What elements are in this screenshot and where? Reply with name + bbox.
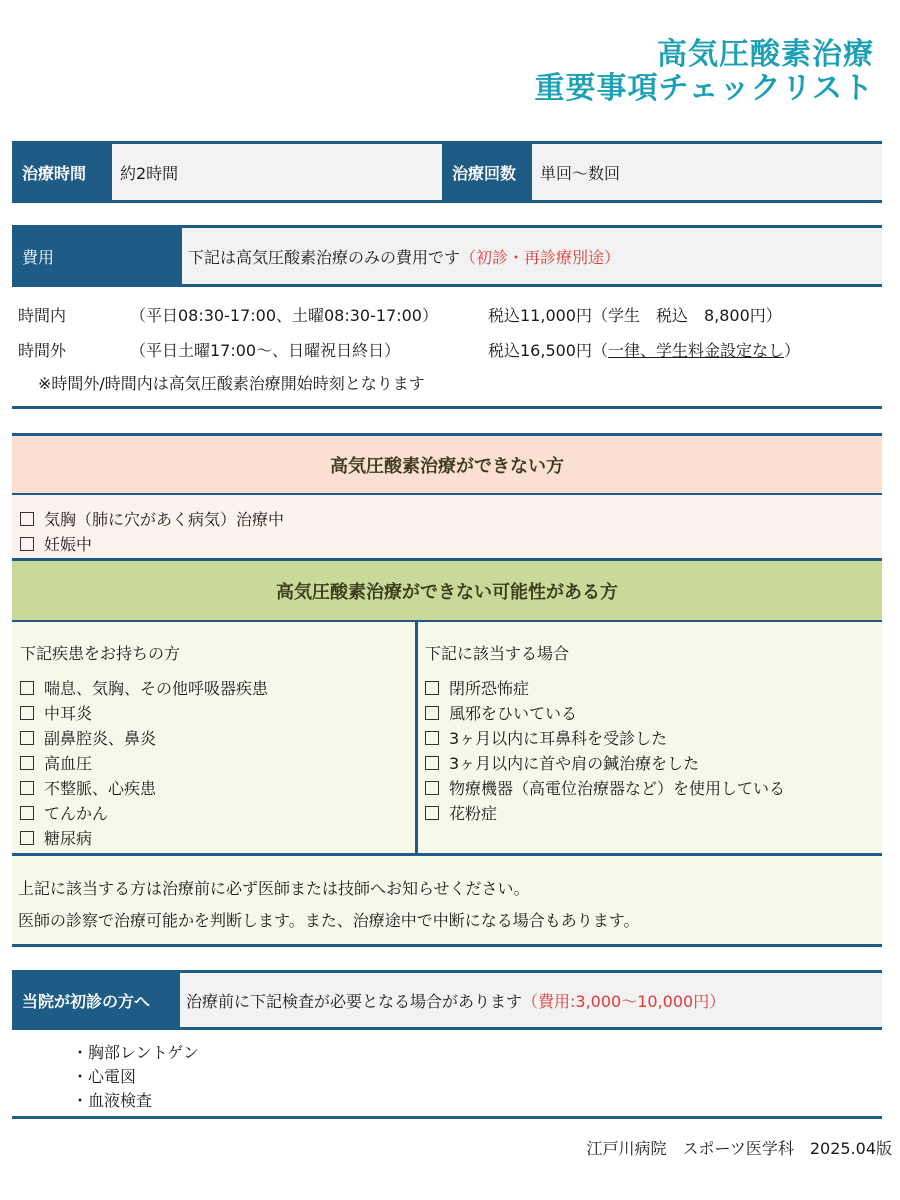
footer-text: 江戸川病院 スポーツ医学科 2025.04版 bbox=[586, 1139, 892, 1158]
situation-item: 物療機器（高電位治療器など）を使用している bbox=[425, 776, 785, 799]
fee-row-2-price bbox=[488, 338, 800, 361]
condition-item: 副鼻腔炎、鼻炎 bbox=[20, 726, 156, 749]
fee-note bbox=[182, 228, 882, 284]
fee-note-text: 下記は高気圧酸素治療のみの費用です bbox=[188, 247, 461, 267]
title-line-1: 高気圧酸素治療 bbox=[657, 37, 874, 72]
maybe-heading: 高気圧酸素治療ができない可能性がある方 bbox=[12, 561, 882, 620]
first-visit-row bbox=[12, 973, 882, 1027]
fee-row-2-time: （平日土曜17:00～、日曜祝日終日） bbox=[130, 341, 401, 360]
cannot-heading: 高気圧酸素治療ができない方 bbox=[12, 436, 882, 493]
checkbox-icon bbox=[20, 681, 34, 695]
column-divider bbox=[415, 620, 418, 854]
divider bbox=[12, 493, 882, 495]
condition-item: 高血圧 bbox=[20, 751, 92, 774]
divider bbox=[12, 406, 882, 409]
maybe-note-1: 上記に該当する方は治療前に必ず医師または技師へお知らせください。 bbox=[18, 879, 530, 898]
situation-item: 風邪をひいている bbox=[425, 701, 577, 724]
fee-footnote: ※時間外/時間内は高気圧酸素治療開始時刻となります bbox=[38, 374, 425, 393]
cannot-item: 妊娠中 bbox=[20, 532, 92, 555]
checkbox-icon bbox=[20, 781, 34, 795]
situation-item: 花粉症 bbox=[425, 801, 497, 824]
divider bbox=[12, 284, 882, 287]
price-prefix: 税込16,500円（ bbox=[488, 341, 608, 360]
fee-row-1-price: 税込11,000円（学生 税込 8,800円） bbox=[488, 306, 782, 325]
checkbox-icon bbox=[20, 731, 34, 745]
cannot-item: 気胸（肺に穴があく病気）治療中 bbox=[20, 507, 284, 530]
count-label: 治療回数 bbox=[442, 144, 532, 200]
first-visit-note-text: 治療前に下記検査が必要となる場合があります bbox=[186, 991, 523, 1011]
checkbox-icon bbox=[20, 806, 34, 820]
divider bbox=[12, 1116, 882, 1119]
fee-label: 費用 bbox=[12, 228, 182, 284]
duration-label: 治療時間 bbox=[12, 144, 112, 200]
divider bbox=[12, 200, 882, 203]
checkbox-icon bbox=[425, 706, 439, 720]
fee-row-1-time: （平日08:30-17:00、土曜08:30-17:00） bbox=[130, 306, 438, 325]
price-suffix: ） bbox=[784, 341, 801, 360]
count-value: 単回～数回 bbox=[532, 144, 882, 200]
checkbox-icon bbox=[425, 806, 439, 820]
maybe-note-2: 医師の診察で治療可能かを判断します。また、治療途中で中断になる場合もあります。 bbox=[18, 911, 640, 930]
checkbox-icon bbox=[425, 756, 439, 770]
fee-note-red: （初診・再診療別途） bbox=[460, 247, 621, 267]
checkbox-icon bbox=[20, 756, 34, 770]
condition-item: 糖尿病 bbox=[20, 826, 92, 849]
condition-item: 不整脈、心疾患 bbox=[20, 776, 156, 799]
divider bbox=[12, 944, 882, 947]
first-visit-note bbox=[180, 973, 882, 1027]
test-item: ・心電図 bbox=[72, 1067, 137, 1086]
divider bbox=[12, 1027, 882, 1030]
price-underlined: 一律、学生料金設定なし bbox=[608, 341, 785, 360]
situation-item: 閉所恐怖症 bbox=[425, 676, 529, 699]
first-visit-cost: （費用:3,000～10,000円） bbox=[522, 991, 726, 1011]
checkbox-icon bbox=[20, 706, 34, 720]
document-title bbox=[535, 38, 875, 106]
checkbox-icon bbox=[20, 537, 34, 551]
divider bbox=[12, 620, 882, 622]
title-line-2: 重要事項チェックリスト bbox=[534, 71, 874, 106]
situation-item: 3ヶ月以内に耳鼻科を受診した bbox=[425, 726, 667, 749]
checkbox-icon bbox=[20, 512, 34, 526]
fee-row-1-name: 時間内 bbox=[18, 306, 67, 325]
condition-item: てんかん bbox=[20, 801, 108, 824]
left-column-title: 下記疾患をお持ちの方 bbox=[20, 644, 181, 663]
fee-row-2-name: 時間外 bbox=[18, 341, 67, 360]
condition-item: 中耳炎 bbox=[20, 701, 92, 724]
checkbox-icon bbox=[20, 831, 34, 845]
situation-item: 3ヶ月以内に首や肩の鍼治療をした bbox=[425, 751, 699, 774]
test-item: ・血液検査 bbox=[72, 1091, 153, 1110]
fee-row bbox=[12, 228, 882, 284]
first-visit-label: 当院が初診の方へ bbox=[12, 973, 180, 1027]
checkbox-icon bbox=[425, 781, 439, 795]
checkbox-icon bbox=[425, 731, 439, 745]
divider bbox=[12, 853, 882, 856]
condition-item: 喘息、気胸、その他呼吸器疾患 bbox=[20, 676, 268, 699]
checkbox-icon bbox=[425, 681, 439, 695]
duration-value: 約2時間 bbox=[112, 144, 442, 200]
right-column-title: 下記に該当する場合 bbox=[425, 644, 570, 663]
test-item: ・胸部レントゲン bbox=[72, 1043, 199, 1062]
duration-row bbox=[12, 144, 882, 200]
